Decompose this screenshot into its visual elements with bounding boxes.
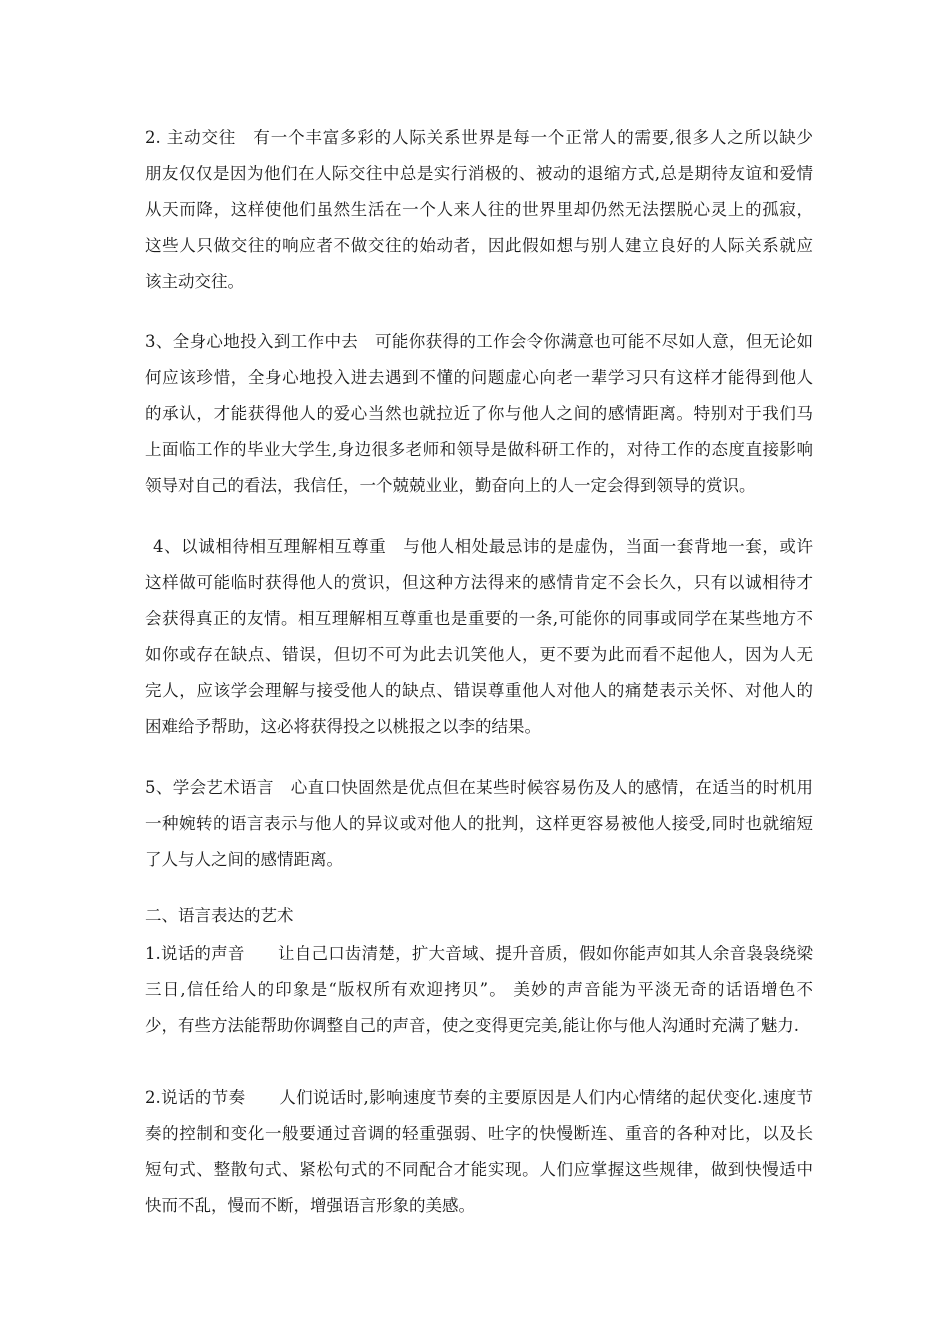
text-line: 从天而降，这样使他们虽然生活在一个人来人往的世界里却仍然无法摆脱心灵上的孤寂， <box>145 200 813 219</box>
text-line: 上面临工作的毕业大学生,身边很多老师和领导是做科研工作的，对待工作的态度直接影响 <box>145 440 813 459</box>
paragraph-sincerity-respect <box>145 529 813 745</box>
text-line: 3、全身心地投入到工作中去 可能你获得的工作会令你满意也可能不尽如人意，但无论如 <box>145 332 813 351</box>
text-line: 少，有些方法能帮助你调整自己的声音，使之变得更完美,能让你与他人沟通时充满了魅力. <box>145 1016 799 1035</box>
text-line: 一种婉转的语言表示与他人的异议或对他人的批判，这样更容易被他人接受,同时也就缩短 <box>145 814 813 833</box>
text-line: 该主动交往。 <box>145 272 244 291</box>
section-heading <box>145 900 813 932</box>
text-line: 朋友仅仅是因为他们在人际交往中总是实行消极的、被动的退缩方式,总是期待友谊和爱情 <box>145 164 813 183</box>
text-line: 4、以诚相待相互理解相互尊重 与他人相处最忌讳的是虚伪，当面一套背地一套，或许 <box>153 537 813 556</box>
heading-text: 二、语言表达的艺术 <box>145 906 294 925</box>
text-line: 会获得真正的友情。相互理解相互尊重也是重要的一条,可能你的同事或同学在某些地方不 <box>145 609 813 628</box>
text-line: 如你或存在缺点、错误，但切不可为此去讥笑他人，更不要为此而看不起他人，因为人无 <box>145 645 813 664</box>
text-line: 这些人只做交往的响应者不做交往的始动者，因此假如想与别人建立良好的人际关系就应 <box>145 236 813 255</box>
text-line: 2. 主动交往 有一个丰富多彩的人际关系世界是每一个正常人的需要,很多人之所以缺少 <box>145 128 813 147</box>
text-line: 这样做可能临时获得他人的赏识，但这种方法得来的感情肯定不会长久，只有以诚相待才 <box>145 573 813 592</box>
paragraph-devote-to-work <box>145 324 813 504</box>
text-line: 快而不乱，慢而不断，增强语言形象的美感。 <box>145 1196 475 1215</box>
text-line: 2.说话的节奏 人们说话时,影响速度节奏的主要原因是人们内心情绪的起伏变化.速度节 <box>145 1088 813 1107</box>
text-line: 奏的控制和变化一般要通过音调的轻重强弱、吐字的快慢断连、重音的各种对比，以及长 <box>145 1124 813 1143</box>
text-line: 困难给予帮助，这必将获得投之以桃报之以李的结果。 <box>145 717 541 736</box>
paragraph-active-interaction <box>145 120 813 300</box>
text-line: 完人，应该学会理解与接受他人的缺点、错误尊重他人对他人的痛楚表示关怀、对他人的 <box>145 681 813 700</box>
text-line: 何应该珍惜，全身心地投入进去遇到不懂的问题虚心向老一辈学习只有这样才能得到他人 <box>145 368 813 387</box>
text-line: 的承认，才能获得他人的爱心当然也就拉近了你与他人之间的感情距离。特别对于我们马 <box>145 404 813 423</box>
text-line: 了人与人之间的感情距离。 <box>145 850 343 869</box>
text-line: 领导对自己的看法，我信任，一个兢兢业业，勤奋向上的人一定会得到领导的赏识。 <box>145 476 756 495</box>
paragraph-art-of-language <box>145 770 813 878</box>
text-line: 1.说话的声音 让自己口齿清楚，扩大音域、提升音质，假如你能声如其人余音袅袅绕梁 <box>145 944 813 963</box>
paragraph-speaking-rhythm <box>145 1080 813 1224</box>
text-line: 短句式、整散句式、紧松句式的不同配合才能实现。人们应掌握这些规律，做到快慢适中 <box>145 1160 813 1179</box>
text-line: 5、学会艺术语言 心直口快固然是优点但在某些时候容易伤及人的感情，在适当的时机用 <box>145 778 813 797</box>
text-line: 三日,信任给人的印象是“版权所有欢迎拷贝”。 美妙的声音能为平淡无奇的话语增色不 <box>145 980 813 999</box>
paragraph-speaking-voice <box>145 936 813 1044</box>
